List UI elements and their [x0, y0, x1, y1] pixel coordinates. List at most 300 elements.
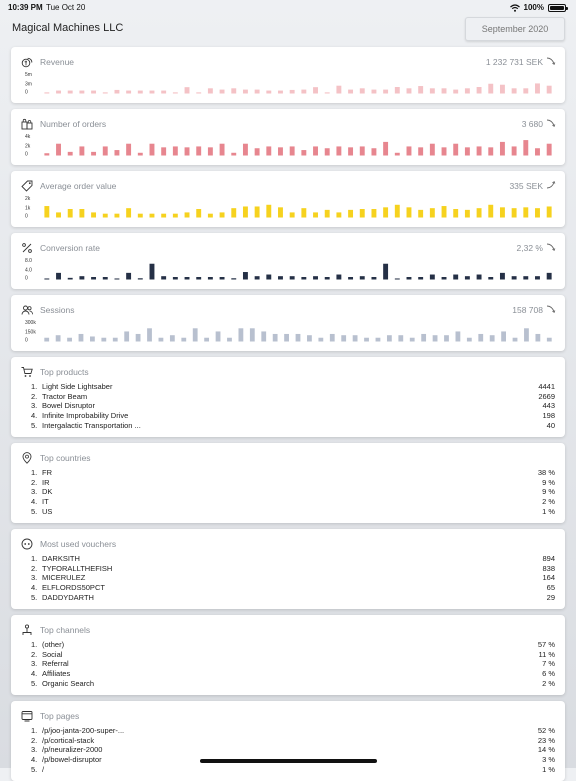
chart-bar	[290, 90, 295, 94]
chart-bar	[364, 338, 369, 342]
item-label: MICERULEZ	[42, 573, 86, 583]
chart-bar	[44, 278, 49, 279]
chart-bar	[204, 338, 209, 342]
list-card-channels[interactable]	[11, 615, 565, 695]
chart-bar	[336, 275, 341, 280]
chart-bar	[383, 142, 388, 156]
item-label: Intergalactic Transportation ...	[42, 420, 141, 430]
chart-bar	[255, 90, 260, 94]
metric-card-revenue[interactable]	[11, 47, 565, 103]
item-label: /p/joo-janta-200-super-...	[42, 726, 125, 736]
chart-bar	[407, 88, 412, 93]
y-tick-label: 0	[25, 213, 28, 220]
chart-bar	[313, 146, 318, 155]
item-label: IR	[42, 477, 50, 487]
chart-bar	[421, 334, 426, 342]
chart-bar	[442, 206, 447, 217]
chart-bar	[418, 147, 423, 155]
chart-bar	[512, 276, 517, 279]
chart-bar	[301, 90, 306, 94]
ranked-list	[31, 726, 555, 774]
y-tick-label: 300k	[25, 320, 36, 326]
chart-bar	[348, 277, 353, 279]
chart-bar	[91, 91, 96, 94]
chart-bar	[500, 142, 505, 156]
chart-bar	[79, 276, 84, 279]
item-value: 894	[542, 554, 555, 564]
chart-bar	[68, 278, 73, 280]
chart-bar	[255, 276, 260, 279]
metric-value: 2,32 %	[516, 243, 543, 253]
item-label: DK	[42, 487, 53, 497]
item-value: 11 %	[538, 649, 555, 659]
metric-title: Conversion rate	[40, 243, 101, 253]
list-title: Top channels	[40, 625, 91, 635]
chart-bar	[477, 87, 482, 94]
chart-bar	[296, 334, 301, 342]
item-label: /p/bowel-disruptor	[42, 755, 102, 765]
chart-bar	[138, 214, 143, 218]
chart-bar	[101, 338, 106, 342]
chart-bar	[430, 208, 435, 217]
y-tick-label: 4k	[25, 134, 31, 140]
chart-bar	[44, 153, 49, 155]
metric-value: 3 680	[521, 119, 543, 129]
chart-bar	[124, 331, 129, 341]
chart-bar	[67, 338, 72, 342]
chart-bar	[79, 146, 84, 155]
chart-bar	[383, 264, 388, 280]
chart-bar	[44, 92, 49, 93]
shopping-bags-icon	[21, 118, 33, 130]
chart-bar	[290, 146, 295, 155]
chart-bar	[442, 147, 447, 155]
chart-bar	[196, 209, 201, 217]
chart-bar	[433, 335, 438, 341]
list-card-pages[interactable]	[11, 701, 565, 781]
status-time: 10:39 PM	[8, 3, 43, 12]
chart-bar	[150, 264, 155, 280]
chart-bar	[126, 273, 131, 280]
rank-number: 5.	[31, 678, 38, 688]
chart-bar	[371, 209, 376, 217]
chart-bar	[103, 277, 108, 279]
chart-bar	[266, 275, 271, 280]
chart-bar	[523, 207, 528, 217]
chart-bar	[161, 147, 166, 155]
metric-value: 1 232 731 SEK	[485, 57, 543, 67]
list-item[interactable]	[31, 583, 555, 593]
metric-title: Average order value	[40, 181, 117, 191]
list-item[interactable]	[31, 478, 555, 488]
list-item[interactable]	[31, 468, 555, 478]
chart-bar	[456, 331, 461, 341]
chart-bar	[547, 86, 552, 94]
rank-number: 2.	[31, 563, 38, 573]
item-label: Light Side Lightsaber	[42, 382, 113, 392]
chart-bar	[407, 146, 412, 155]
chart-bar	[56, 335, 61, 341]
item-label: ELFLORDS50PCT	[42, 583, 105, 593]
chart-bar	[535, 83, 540, 93]
header	[0, 14, 576, 44]
chart-bar	[220, 90, 225, 94]
chart-bar	[238, 328, 243, 341]
chart-bar	[395, 278, 400, 279]
chart-bar	[231, 278, 236, 279]
chart-bar	[231, 153, 236, 156]
chart-bar	[478, 334, 483, 342]
chart-bar	[383, 207, 388, 217]
chart-bar	[266, 146, 271, 155]
channel-icon	[21, 624, 33, 636]
mini-bar-chart	[19, 71, 559, 95]
coins-icon	[21, 56, 33, 68]
chart-bar	[523, 140, 528, 155]
chart-bar	[325, 277, 330, 279]
chart-bar	[547, 206, 552, 217]
rank-number: 2.	[31, 649, 38, 659]
list-item[interactable]	[31, 564, 555, 574]
item-value: 14 %	[537, 745, 555, 755]
chart-bar	[208, 277, 213, 279]
chart-bar	[220, 212, 225, 217]
item-value: 2 %	[542, 678, 555, 688]
chart-bar	[90, 336, 95, 341]
app-title: Magical Machines LLC	[12, 22, 124, 34]
chart-bar	[278, 207, 283, 217]
chart-bar	[513, 338, 518, 342]
month-selector[interactable]: September 2020	[465, 17, 565, 41]
chart-bar	[465, 210, 470, 218]
item-label: FR	[42, 468, 52, 478]
chart-bar	[501, 331, 506, 341]
chart-bar	[395, 205, 400, 218]
list-item[interactable]	[31, 392, 555, 402]
chart-bar	[68, 209, 73, 217]
users-icon	[21, 304, 33, 316]
item-label: Referral	[42, 659, 69, 669]
list-title: Top pages	[40, 711, 80, 721]
chart-bar	[336, 212, 341, 217]
chart-bar	[170, 335, 175, 341]
chart-bar	[376, 338, 381, 342]
chart-bar	[266, 91, 271, 94]
battery-icon	[548, 4, 566, 12]
battery-percent: 100%	[523, 3, 544, 12]
chart-bar	[243, 206, 248, 217]
chart-bar	[231, 208, 236, 217]
metric-value: 335 SEK	[509, 181, 543, 191]
item-value: 65	[546, 583, 555, 593]
status-date: Tue Oct 20	[46, 3, 86, 12]
list-title: Top products	[40, 367, 89, 377]
chart-bar	[138, 91, 143, 94]
chart-bar	[44, 206, 49, 217]
chart-bar	[79, 334, 84, 342]
chart-bar	[500, 207, 505, 217]
item-value: 57 %	[537, 640, 555, 650]
y-tick-label: 0	[25, 337, 28, 344]
chart-bar	[500, 85, 505, 94]
chart-bar	[325, 148, 330, 155]
chart-bar	[161, 214, 166, 218]
chart-bar	[371, 90, 376, 94]
list-item[interactable]	[31, 650, 555, 660]
list-item[interactable]	[31, 678, 555, 688]
chart-bar	[185, 87, 190, 93]
list-title: Most used vouchers	[40, 539, 117, 549]
chart-bar	[103, 214, 108, 218]
item-value: 838	[542, 563, 555, 573]
chart-bar	[185, 147, 190, 155]
rank-number: 4.	[31, 755, 38, 765]
list-item[interactable]	[31, 640, 555, 650]
chart-bar	[442, 277, 447, 279]
home-indicator[interactable]	[200, 759, 377, 763]
chart-bar	[56, 91, 61, 94]
item-label: /p/cortical-stack	[42, 735, 95, 745]
chart-bar	[290, 276, 295, 279]
item-value: 23 %	[537, 735, 555, 745]
rank-number: 4.	[31, 497, 38, 507]
chart-bar	[307, 335, 312, 341]
chart-bar	[114, 150, 119, 155]
y-tick-label: 1k	[25, 205, 31, 212]
chart-bar	[512, 208, 517, 217]
chart-bar	[395, 153, 400, 156]
chart-bar	[126, 144, 131, 156]
chart-bar	[126, 91, 131, 94]
list-item[interactable]	[31, 411, 555, 421]
chart-bar	[547, 273, 552, 280]
chart-bar	[150, 91, 155, 94]
mini-bar-chart	[19, 133, 559, 157]
chart-bar	[488, 205, 493, 218]
chart-bar	[500, 273, 505, 280]
mini-bar-chart	[19, 319, 559, 343]
item-value: 4441	[538, 382, 555, 392]
list-item[interactable]	[31, 487, 555, 497]
list-item[interactable]	[31, 726, 555, 736]
chart-bar	[56, 273, 61, 280]
chart-bar	[523, 88, 528, 93]
item-label: Social	[42, 649, 63, 659]
chart-bar	[103, 92, 108, 93]
chart-bar	[395, 87, 400, 94]
list-item[interactable]	[31, 736, 555, 746]
chart-bar	[387, 335, 392, 341]
metric-card-conversion[interactable]	[11, 233, 565, 289]
chart-bar	[227, 338, 232, 342]
chart-bar	[488, 277, 493, 279]
y-tick-label: 0	[25, 275, 28, 282]
list-item[interactable]	[31, 401, 555, 411]
status-bar	[0, 0, 576, 14]
metric-value: 158 708	[512, 305, 543, 315]
y-tick-label: 4.0	[25, 267, 32, 274]
chart-bar	[138, 153, 143, 156]
chart-bar	[524, 328, 529, 341]
chart-bar	[430, 275, 435, 280]
list-item[interactable]	[31, 745, 555, 755]
rank-number: 1.	[31, 382, 38, 392]
chart-bar	[147, 328, 152, 341]
chart-bar	[196, 277, 201, 279]
ranked-list	[31, 640, 555, 688]
chart-bar	[348, 90, 353, 94]
chart-bar	[325, 92, 330, 93]
chart-bar	[430, 88, 435, 93]
y-tick-label: 150k	[25, 329, 36, 336]
list-item[interactable]	[31, 554, 555, 564]
rank-number: 3.	[31, 659, 38, 669]
list-item[interactable]	[31, 420, 555, 430]
rank-number: 1.	[31, 726, 38, 736]
chart-bar	[318, 338, 323, 342]
chart-bar	[290, 212, 295, 217]
chart-bar	[126, 208, 131, 217]
chart-bar	[360, 88, 365, 93]
chart-bar	[113, 338, 118, 342]
list-item[interactable]	[31, 592, 555, 602]
chart-bar	[465, 147, 470, 155]
list-item[interactable]	[31, 382, 555, 392]
item-label: Affiliates	[42, 669, 71, 679]
chart-bar	[442, 88, 447, 93]
chart-bar	[313, 87, 318, 93]
ranked-list	[31, 382, 555, 430]
mini-bar-chart	[19, 257, 559, 281]
chart-bar	[490, 335, 495, 341]
chart-bar	[301, 208, 306, 217]
voucher-icon	[21, 538, 33, 550]
chart-bar	[418, 86, 423, 93]
chart-bar	[216, 331, 221, 341]
chart-bar	[383, 90, 388, 94]
chart-bar	[278, 91, 283, 94]
list-title: Top countries	[40, 453, 91, 463]
chart-bar	[173, 214, 178, 218]
chart-bar	[250, 328, 255, 341]
browser-icon	[21, 710, 33, 722]
chart-bar	[161, 91, 166, 94]
chart-bar	[150, 144, 155, 156]
chart-bar	[360, 276, 365, 279]
chart-bar	[193, 328, 198, 341]
rank-number: 3.	[31, 487, 38, 497]
metric-card-sessions[interactable]	[11, 295, 565, 351]
chart-bar	[114, 278, 119, 279]
chart-bar	[68, 152, 73, 156]
item-value: 1 %	[542, 764, 555, 774]
item-label: (other)	[42, 640, 65, 650]
item-value: 6 %	[542, 669, 555, 679]
item-value: 1 %	[542, 506, 555, 516]
chart-bar	[91, 152, 96, 156]
chart-bar	[453, 209, 458, 217]
chart-bar	[371, 148, 376, 155]
list-item[interactable]	[31, 659, 555, 669]
metric-card-aov[interactable]	[11, 171, 565, 227]
rank-number: 2.	[31, 735, 38, 745]
list-card-countries[interactable]	[11, 443, 565, 523]
chart-bar	[161, 276, 166, 279]
rank-number: 5.	[31, 420, 38, 430]
chart-bar	[477, 275, 482, 280]
list-item[interactable]	[31, 764, 555, 774]
chart-bar	[79, 91, 84, 94]
chart-bar	[418, 210, 423, 218]
chart-bar	[68, 91, 73, 94]
metric-title: Number of orders	[40, 119, 107, 129]
rank-number: 1.	[31, 468, 38, 478]
rank-number: 3.	[31, 401, 38, 411]
rank-number: 1.	[31, 554, 38, 564]
list-card-products[interactable]	[11, 357, 565, 437]
item-value: 9 %	[542, 487, 555, 497]
rank-number: 5.	[31, 764, 38, 774]
chart-bar	[371, 277, 376, 279]
item-label: Organic Search	[42, 678, 95, 688]
chart-bar	[523, 276, 528, 279]
list-item[interactable]	[31, 573, 555, 583]
chart-bar	[79, 209, 84, 217]
metric-card-orders[interactable]	[11, 109, 565, 165]
chart-bar	[136, 334, 141, 342]
chart-bar	[220, 144, 225, 156]
chart-bar	[138, 278, 143, 279]
rank-number: 4.	[31, 411, 38, 421]
metric-title: Sessions	[40, 305, 75, 315]
cart-icon	[21, 366, 33, 378]
chart-bar	[453, 144, 458, 156]
chart-bar	[430, 144, 435, 156]
item-label: /	[42, 764, 45, 774]
chart-bar	[173, 92, 178, 93]
chart-bar	[535, 208, 540, 217]
trend-down-icon	[546, 118, 556, 128]
trend-down-icon	[546, 304, 556, 314]
list-item[interactable]	[31, 497, 555, 507]
chart-bar	[243, 90, 248, 94]
chart-bar	[56, 212, 61, 217]
item-value: 2669	[538, 391, 555, 401]
chart-bar	[547, 144, 552, 156]
chart-bar	[535, 276, 540, 279]
chart-bar	[512, 146, 517, 155]
chart-bar	[185, 277, 190, 279]
list-card-vouchers[interactable]	[11, 529, 565, 609]
item-value: 9 %	[542, 477, 555, 487]
rank-number: 3.	[31, 573, 38, 583]
chart-bar	[301, 277, 306, 279]
chart-bar	[261, 331, 266, 341]
chart-bar	[273, 334, 278, 342]
item-value: 52 %	[537, 726, 555, 736]
list-item[interactable]	[31, 669, 555, 679]
rank-number: 4.	[31, 669, 38, 679]
chart-bar	[150, 214, 155, 218]
chart-bar	[467, 338, 472, 342]
metric-title: Revenue	[40, 57, 75, 67]
chart-bar	[407, 277, 412, 279]
list-item[interactable]	[31, 506, 555, 516]
rank-number: 2.	[31, 391, 38, 401]
chart-bar	[418, 277, 423, 279]
chart-bar	[535, 148, 540, 155]
map-pin-icon	[21, 452, 33, 464]
